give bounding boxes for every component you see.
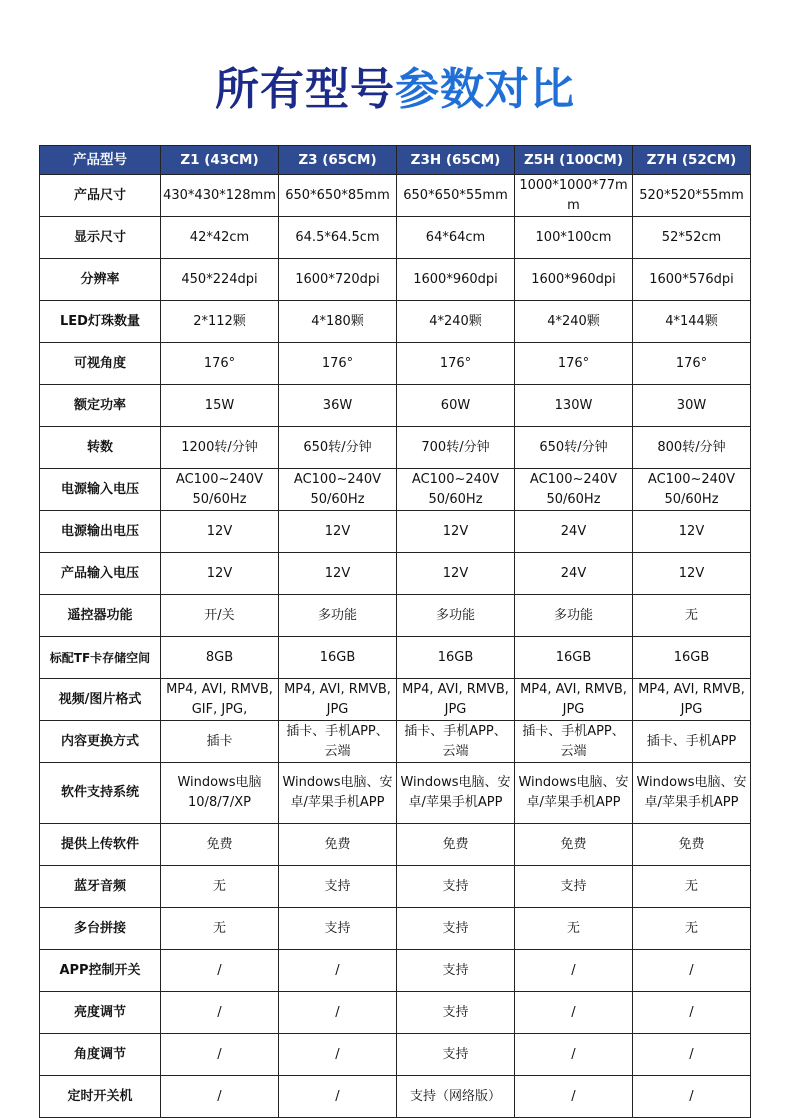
table-row — [40, 343, 751, 385]
table-cell: / — [515, 950, 633, 992]
table-cell: 8GB — [161, 637, 279, 679]
table-cell: 多功能 — [397, 595, 515, 637]
table-cell: 12V — [397, 553, 515, 595]
table-cell: Windows电脑、安卓/苹果手机APP — [279, 763, 397, 824]
table-cell: / — [515, 992, 633, 1034]
table-cell: / — [279, 992, 397, 1034]
table-header-row — [40, 146, 751, 175]
row-label: 产品输入电压 — [40, 553, 161, 595]
table-cell: 支持（网络版） — [397, 1076, 515, 1118]
table-cell: 免费 — [633, 824, 751, 866]
row-label: 电源输入电压 — [40, 469, 161, 511]
table-cell: / — [515, 1034, 633, 1076]
table-cell: 免费 — [515, 824, 633, 866]
table-row — [40, 1034, 751, 1076]
table-cell: 176° — [397, 343, 515, 385]
table-cell: AC100~240V 50/60Hz — [161, 469, 279, 511]
row-label: 角度调节 — [40, 1034, 161, 1076]
table-cell: 16GB — [515, 637, 633, 679]
row-label: 蓝牙音频 — [40, 866, 161, 908]
header-cell-z1: Z1 (43CM) — [161, 146, 279, 175]
table-cell: 650转/分钟 — [279, 427, 397, 469]
table-cell: / — [515, 1076, 633, 1118]
table-cell: 1000*1000*77mm — [515, 175, 633, 217]
table-cell: 无 — [633, 595, 751, 637]
table-cell: 1200转/分钟 — [161, 427, 279, 469]
row-label: 软件支持系统 — [40, 763, 161, 824]
table-cell: AC100~240V 50/60Hz — [397, 469, 515, 511]
table-cell: / — [279, 1034, 397, 1076]
row-label: 可视角度 — [40, 343, 161, 385]
table-row — [40, 950, 751, 992]
table-cell: 130W — [515, 385, 633, 427]
table-cell: AC100~240V 50/60Hz — [515, 469, 633, 511]
table-cell: 免费 — [161, 824, 279, 866]
header-cell-z3: Z3 (65CM) — [279, 146, 397, 175]
table-cell: 60W — [397, 385, 515, 427]
table-cell: 36W — [279, 385, 397, 427]
table-cell: 16GB — [633, 637, 751, 679]
table-cell: 12V — [279, 553, 397, 595]
table-cell: Windows电脑、安卓/苹果手机APP — [397, 763, 515, 824]
row-label: 电源输出电压 — [40, 511, 161, 553]
table-cell: 支持 — [397, 1034, 515, 1076]
table-cell: 16GB — [397, 637, 515, 679]
table-cell: 12V — [397, 511, 515, 553]
table-cell: AC100~240V 50/60Hz — [279, 469, 397, 511]
table-cell: 12V — [633, 553, 751, 595]
table-row — [40, 763, 751, 824]
table-cell: 支持 — [397, 992, 515, 1034]
table-cell: MP4, AVI, RMVB, GIF, JPG, — [161, 679, 279, 721]
table-cell: 700转/分钟 — [397, 427, 515, 469]
table-cell: / — [279, 950, 397, 992]
table-row — [40, 637, 751, 679]
row-label: 遥控器功能 — [40, 595, 161, 637]
table-cell: 1600*960dpi — [397, 259, 515, 301]
table-cell: MP4, AVI, RMVB, JPG — [633, 679, 751, 721]
title-part-1: 所有型号 — [215, 64, 395, 115]
table-row — [40, 721, 751, 763]
table-row — [40, 217, 751, 259]
row-label: 多台拼接 — [40, 908, 161, 950]
row-label: 提供上传软件 — [40, 824, 161, 866]
table-row — [40, 175, 751, 217]
table-cell: 30W — [633, 385, 751, 427]
table-cell: 免费 — [397, 824, 515, 866]
table-cell: 42*42cm — [161, 217, 279, 259]
table-cell: Windows电脑 10/8/7/XP — [161, 763, 279, 824]
table-cell: 2*112颗 — [161, 301, 279, 343]
table-cell: 支持 — [279, 866, 397, 908]
table-row — [40, 595, 751, 637]
table-cell: 1600*720dpi — [279, 259, 397, 301]
row-label: 定时开关机 — [40, 1076, 161, 1118]
row-label: 转数 — [40, 427, 161, 469]
row-label: 额定功率 — [40, 385, 161, 427]
table-cell: 430*430*128mm — [161, 175, 279, 217]
table-cell: 支持 — [397, 950, 515, 992]
table-cell: 无 — [515, 908, 633, 950]
table-cell: 64.5*64.5cm — [279, 217, 397, 259]
title-part-2: 参数对比 — [395, 64, 575, 115]
table-cell: 24V — [515, 553, 633, 595]
table-cell: / — [161, 950, 279, 992]
table-row — [40, 385, 751, 427]
row-label: APP控制开关 — [40, 950, 161, 992]
table-cell: / — [633, 992, 751, 1034]
header-cell-z7h: Z7H (52CM) — [633, 146, 751, 175]
table-cell: / — [633, 1076, 751, 1118]
table-cell: 650转/分钟 — [515, 427, 633, 469]
table-cell: 开/关 — [161, 595, 279, 637]
table-cell: 650*650*85mm — [279, 175, 397, 217]
table-cell: 176° — [279, 343, 397, 385]
table-cell: 插卡、手机APP、云端 — [515, 721, 633, 763]
table-cell: MP4, AVI, RMVB, JPG — [279, 679, 397, 721]
table-cell: 插卡、手机APP、云端 — [279, 721, 397, 763]
table-row — [40, 553, 751, 595]
table-cell: 多功能 — [279, 595, 397, 637]
table-row — [40, 679, 751, 721]
table-cell: 12V — [161, 553, 279, 595]
table-cell: 800转/分钟 — [633, 427, 751, 469]
row-label: LED灯珠数量 — [40, 301, 161, 343]
table-row — [40, 908, 751, 950]
table-cell: 插卡、手机APP — [633, 721, 751, 763]
table-cell: 52*52cm — [633, 217, 751, 259]
table-cell: 多功能 — [515, 595, 633, 637]
table-cell: 176° — [161, 343, 279, 385]
table-cell: 免费 — [279, 824, 397, 866]
table-cell: 16GB — [279, 637, 397, 679]
table-cell: 支持 — [397, 866, 515, 908]
table-cell: / — [161, 1076, 279, 1118]
table-cell: 12V — [279, 511, 397, 553]
table-cell: 无 — [161, 908, 279, 950]
row-label: 标配TF卡存储空间 — [40, 637, 161, 679]
row-label: 内容更换方式 — [40, 721, 161, 763]
table-cell: 支持 — [397, 908, 515, 950]
row-label: 分辨率 — [40, 259, 161, 301]
table-cell: 15W — [161, 385, 279, 427]
table-cell: 12V — [633, 511, 751, 553]
table-cell: 450*224dpi — [161, 259, 279, 301]
header-cell-z3h: Z3H (65CM) — [397, 146, 515, 175]
table-cell: 1600*960dpi — [515, 259, 633, 301]
table-cell: 100*100cm — [515, 217, 633, 259]
table-cell: 支持 — [515, 866, 633, 908]
header-cell-label: 产品型号 — [40, 146, 161, 175]
table-cell: Windows电脑、安卓/苹果手机APP — [633, 763, 751, 824]
table-row — [40, 301, 751, 343]
table-cell: 650*650*55mm — [397, 175, 515, 217]
row-label: 视频/图片格式 — [40, 679, 161, 721]
table-row — [40, 824, 751, 866]
table-cell: 4*180颗 — [279, 301, 397, 343]
row-label: 亮度调节 — [40, 992, 161, 1034]
table-row — [40, 427, 751, 469]
header-cell-z5h: Z5H (100CM) — [515, 146, 633, 175]
table-cell: / — [161, 992, 279, 1034]
table-row — [40, 259, 751, 301]
table-cell: 4*144颗 — [633, 301, 751, 343]
table-cell: 176° — [515, 343, 633, 385]
table-row — [40, 1076, 751, 1118]
table-cell: 4*240颗 — [515, 301, 633, 343]
table-cell: 176° — [633, 343, 751, 385]
table-cell: Windows电脑、安卓/苹果手机APP — [515, 763, 633, 824]
table-cell: 无 — [633, 866, 751, 908]
table-cell: / — [633, 1034, 751, 1076]
table-cell: 插卡 — [161, 721, 279, 763]
table-cell: 支持 — [279, 908, 397, 950]
table-cell: MP4, AVI, RMVB, JPG — [515, 679, 633, 721]
table-cell: / — [279, 1076, 397, 1118]
table-cell: AC100~240V 50/60Hz — [633, 469, 751, 511]
spec-comparison-table — [39, 145, 751, 1118]
table-row — [40, 511, 751, 553]
row-label: 显示尺寸 — [40, 217, 161, 259]
table-cell: 12V — [161, 511, 279, 553]
table-cell: 64*64cm — [397, 217, 515, 259]
page-title — [0, 62, 790, 118]
table-cell: 24V — [515, 511, 633, 553]
table-row — [40, 992, 751, 1034]
table-row — [40, 469, 751, 511]
table-cell: 520*520*55mm — [633, 175, 751, 217]
table-cell: 插卡、手机APP、云端 — [397, 721, 515, 763]
table-row — [40, 866, 751, 908]
table-cell: MP4, AVI, RMVB, JPG — [397, 679, 515, 721]
table-cell: 无 — [161, 866, 279, 908]
table-cell: 4*240颗 — [397, 301, 515, 343]
table-cell: / — [633, 950, 751, 992]
table-cell: 1600*576dpi — [633, 259, 751, 301]
table-cell: / — [161, 1034, 279, 1076]
table-cell: 无 — [633, 908, 751, 950]
row-label: 产品尺寸 — [40, 175, 161, 217]
